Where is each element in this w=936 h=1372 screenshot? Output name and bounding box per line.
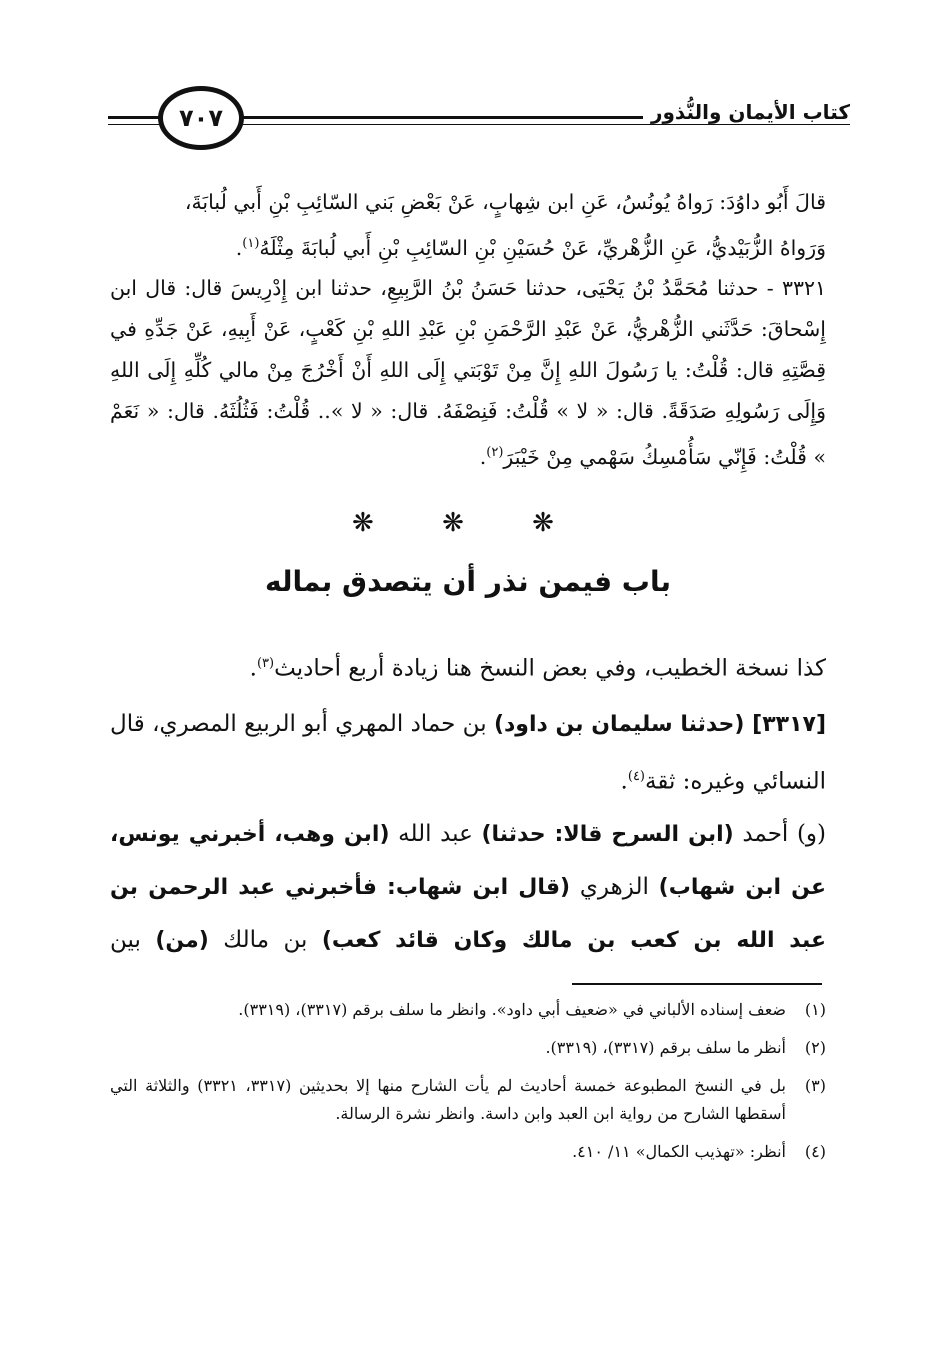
footnote-text: أنظر: «تهذيب الكمال» ١١/ ٤١٠.: [572, 1142, 786, 1161]
footnote-number: (٣): [804, 1076, 826, 1095]
book-title: كتاب الأيمان والنُّذور: [643, 100, 850, 124]
footnote-ref[interactable]: (٤): [627, 769, 645, 784]
period: .: [479, 444, 487, 469]
commentary-text: (و) أحمد: [733, 821, 826, 847]
commentary-text: بن حماد المهري أبو الربيع المصري، قال النسائي وغيره: ثقة: [110, 711, 826, 795]
hadith-line: قالَ أَبُو داوُدَ: رَواهُ يُونُسُ، عَنِ ابن شِهابٍ، عَنْ بَعْضِ بَني السّائِبِ بْنِ أَبي لُبابَةَ،: [184, 190, 826, 214]
hadith-line: [110, 223, 826, 269]
period: .: [620, 768, 628, 795]
narrator-bold: (من): [155, 928, 209, 953]
narrator-bold: [٣٣١٧] (حدثنا سليمان بن داود): [493, 712, 827, 737]
hadith-3320-ending: [110, 182, 826, 269]
commentary-text: كذا نسخة الخطيب، وفي بعض النسخ هنا زيادة أربع أحاديث: [274, 655, 826, 682]
footnote-ref[interactable]: (٢): [486, 445, 504, 460]
footnote-text: ضعف إسناده الألباني في «ضعيف أبي داود». وانظر ما سلف برقم (٣٣١٧)، (٣٣١٩).: [238, 1000, 786, 1019]
narrator-bold: (ابن وهب، أخبرني يونس، عن ابن شهاب): [110, 822, 826, 900]
footnote: [110, 1034, 826, 1062]
footnote-divider: [572, 983, 822, 985]
page-number: ٧٠٧: [179, 104, 223, 132]
hadith-line-text: وَرَواهُ الزُّبَيْديُّ، عَنِ الزُّهْريِّ، عَنْ حُسَيْنِ بْنِ السّائِبِ بْنِ أَبي لُبابَةَ مِثْلَهُ: [259, 235, 826, 260]
section-separator: ❋ ❋ ❋: [352, 508, 584, 538]
commentary-text: الزهري: [570, 874, 659, 900]
commentary-paragraph: [110, 808, 826, 967]
footnote-number: (٤): [804, 1142, 826, 1161]
hadith-3321: [110, 268, 826, 478]
footnote: [110, 1072, 826, 1128]
footnote-ref[interactable]: (٣): [256, 656, 275, 671]
footnote-number: (٢): [804, 1038, 826, 1057]
page-number-badge: [158, 86, 244, 150]
narrator-bold: (ابن السرح قالا: حدثنا): [481, 822, 734, 847]
footnote-ref[interactable]: (١): [242, 236, 260, 251]
footnote-number: (١): [804, 1000, 826, 1019]
chapter-title: باب فيمن نذر أن يتصدق بماله: [265, 565, 671, 598]
footnote: [110, 1138, 826, 1166]
period: .: [235, 235, 243, 260]
footnote-text: أنظر ما سلف برقم (٣٣١٧)، (٣٣١٩).: [545, 1038, 786, 1057]
footnote: [110, 996, 826, 1024]
footnotes: [110, 996, 826, 1176]
commentary-paragraph: [110, 698, 826, 808]
page-header: [108, 78, 850, 168]
hadith-text: ٣٣٢١ - حدثنا مُحَمَّدُ بْنُ يَحْيَى، حدثنا حَسَنُ بْنُ الرَّبِيعِ، حدثنا ابن إِدْرِيسَ قال: قال ابن إِسْحاقَ: حَدَّثَني الزُّهْريُّ، عَنْ عَبْدِ الرَّحْمَنِ بْنِ عَبْدِ اللهِ بْنِ كَعْبٍ، عَنْ أَبِيهِ، عَنْ جَدِّهِ في قِصَّتِهِ قال: قُلْتُ: يا رَسُولَ اللهِ إِنَّ مِنْ تَوْبَتي إِلَى اللهِ أَنْ أَخْرُجَ مِنْ مالي كُلِّهِ إِلَى اللهِ وَإِلَى رَسُولِهِ صَدَقَةً. قال: « لا » قُلْتُ: فَنِصْفَهُ. قال: « لا ».. قُلْتُ: فَثُلُثَهُ. قال: « نَعَمْ » قُلْتُ: فَإِنّي سَأُمْسِكُ سَهْمي مِنْ خَيْبَرَ: [110, 276, 826, 469]
commentary-text: بين: [110, 927, 156, 953]
commentary-text: عبد الله: [389, 821, 482, 847]
period: .: [249, 655, 257, 682]
commentary-text: بن مالك: [208, 927, 322, 953]
commentary-paragraph: [110, 638, 826, 695]
footnote-text: بل في النسخ المطبوعة خمسة أحاديث لم يأت الشارح منها إلا بحديثين (٣٣١٧، ٣٣٢١) والثلاثة التي أسقطها الشارح من رواية ابن العبد وابن داسة. وانظر نشرة الرسالة.: [110, 1076, 787, 1123]
narrator-bold: (قال ابن شهاب: فأخبرني عبد الرحمن بن عبد الله بن كعب بن مالك وكان قائد كعب): [110, 875, 827, 953]
